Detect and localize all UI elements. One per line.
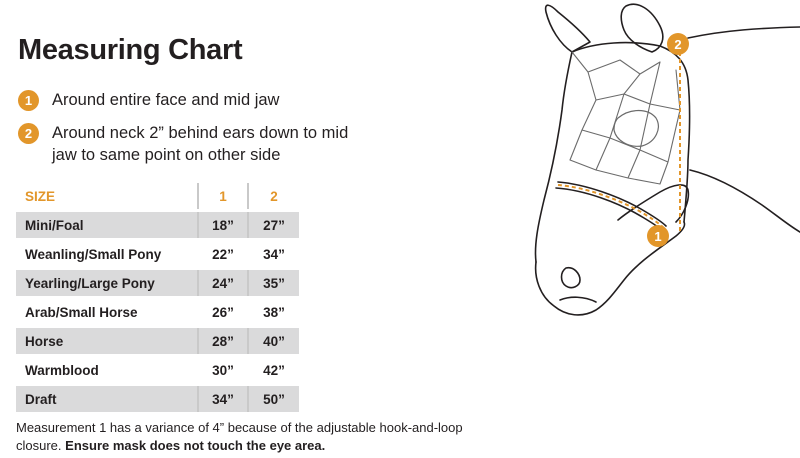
neck-outline [688, 27, 800, 38]
measurement-2-cell: 34” [248, 240, 299, 269]
measurement-1-cell: 30” [198, 356, 248, 385]
noseband-outline [558, 182, 666, 226]
measurement-2-cell: 27” [248, 211, 299, 240]
measurement-1-cell: 22” [198, 240, 248, 269]
marker-2-label: 2 [674, 37, 682, 52]
table-row [16, 385, 299, 413]
instruction-step-1 [18, 89, 352, 111]
mouth-outline [560, 297, 596, 302]
horse-head-diagram [500, 0, 800, 458]
table-row [16, 211, 299, 240]
measurement-1-cell: 28” [198, 327, 248, 356]
neck-outline [690, 170, 800, 232]
measurement-1-cell: 24” [198, 269, 248, 298]
marker-1 [647, 225, 669, 247]
header-size: SIZE [16, 183, 198, 211]
measurement-2-cell: 42” [248, 356, 299, 385]
eye-cup-outline [614, 111, 658, 147]
measurement-1-cell: 26” [198, 298, 248, 327]
size-cell: Horse [16, 327, 198, 356]
measurement-1-cell: 18” [198, 211, 248, 240]
note-emphasis: Ensure mask does not touch the eye area. [65, 438, 326, 453]
table-header-row [16, 183, 299, 211]
header-measurement-2: 2 [248, 183, 299, 211]
measurement-2-cell: 50” [248, 385, 299, 413]
size-cell: Arab/Small Horse [16, 298, 198, 327]
page-title: Measuring Chart [18, 34, 243, 66]
table-row [16, 327, 299, 356]
table-row [16, 240, 299, 269]
size-cell: Mini/Foal [16, 211, 198, 240]
measurement-2-cell: 38” [248, 298, 299, 327]
step-text: Around neck 2” behind ears down to mid jaw to same point on other side [52, 124, 349, 164]
note-text: Measurement 1 has a variance of 4” because of the adjustable hook-and-loop closure. [16, 420, 463, 453]
measurement-note [16, 419, 486, 455]
step-text: Around entire face and mid jaw [52, 91, 280, 109]
mask-mesh [570, 52, 680, 184]
measurement-1-cell: 34” [198, 385, 248, 413]
size-chart-table [16, 183, 299, 412]
measurement-2-cell: 35” [248, 269, 299, 298]
table-row [16, 356, 299, 385]
instruction-step-2 [18, 122, 352, 166]
ear-outline [546, 5, 590, 52]
marker-2 [667, 33, 689, 55]
marker-1-label: 1 [654, 229, 662, 244]
table-row [16, 298, 299, 327]
step-number-badge: 1 [18, 90, 39, 111]
header-measurement-1: 1 [198, 183, 248, 211]
measurement-2-cell: 40” [248, 327, 299, 356]
size-cell: Draft [16, 385, 198, 413]
size-cell: Yearling/Large Pony [16, 269, 198, 298]
size-cell: Weanling/Small Pony [16, 240, 198, 269]
size-cell: Warmblood [16, 356, 198, 385]
nostril-outline [562, 268, 581, 288]
table-row [16, 269, 299, 298]
face-outline [535, 52, 572, 262]
step-number-badge: 2 [18, 123, 39, 144]
measurement-1-line [558, 185, 666, 230]
